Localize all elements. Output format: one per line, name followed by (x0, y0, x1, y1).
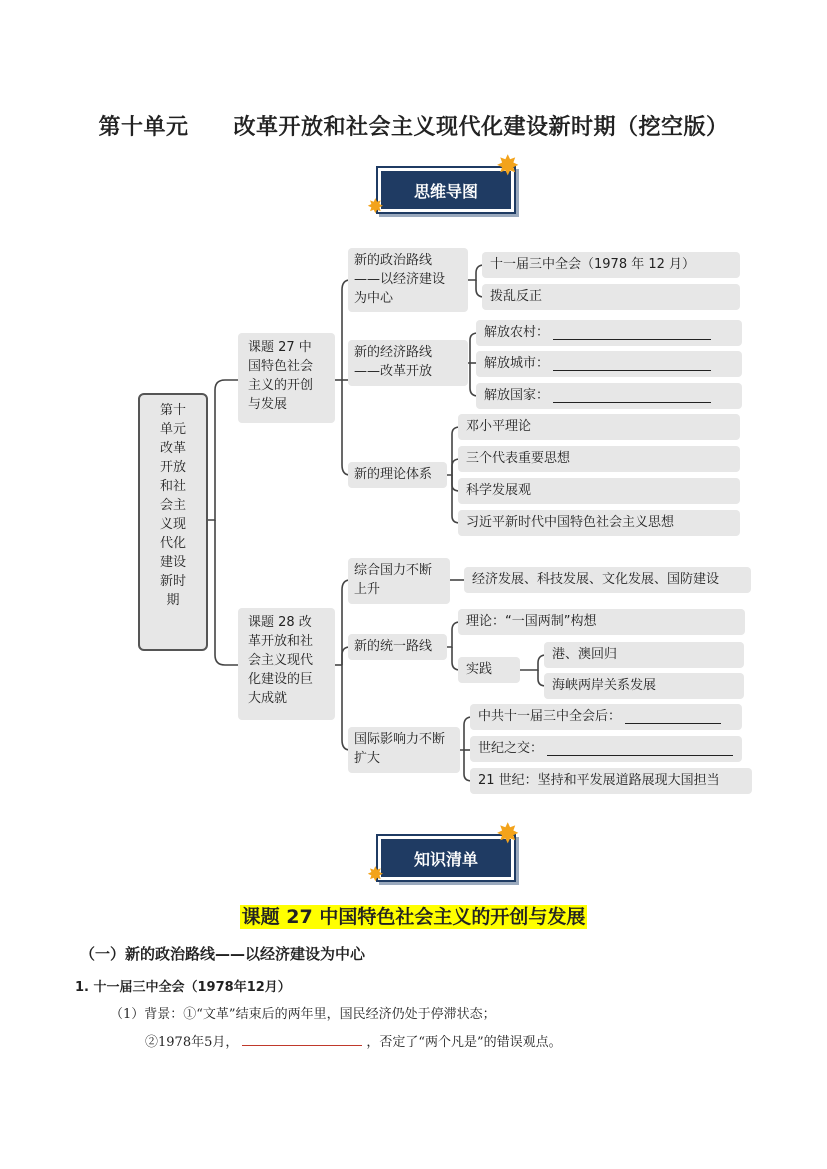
fill-blank (625, 709, 721, 724)
mindmap-root: 第十 单元 改革 开放 和社 会主 义现 代化 建设 新时 期 (138, 393, 208, 651)
mindmap-leaf-strait: 海峡两岸关系发展 (544, 673, 744, 699)
mindmap-leaf-nation: 解放国家： (476, 383, 742, 409)
star-icon: ✸ (496, 149, 520, 182)
mindmap-leaf-three: 三个代表重要思想 (458, 446, 740, 472)
knowledge-banner: 知识清单 (378, 836, 514, 880)
mindmap-leaf-city: 解放城市： (476, 351, 742, 377)
mindmap-leaf-after: 中共十一届三中全会后： (470, 704, 742, 730)
fill-blank (553, 325, 711, 340)
lesson-title: 课题 27 中国特色社会主义的开创与发展 (241, 906, 586, 928)
mindmap-intl-branch: 国际影响力不断 扩大 (348, 727, 460, 773)
section-heading: （一）新的政治路线——以经济建设为中心 (80, 945, 366, 963)
mindmap-leaf-xi: 习近平新时代中国特色社会主义思想 (458, 510, 740, 536)
mindmap-lesson-28: 课题 28 改 革开放和社 会主义现代 化建设的巨 大成就 (238, 608, 335, 720)
mindmap-leaf-practice: 实践 (458, 657, 520, 683)
fill-blank (553, 356, 711, 371)
mindmap-leaf-science: 科学发展观 (458, 478, 740, 504)
page-title: 第十单元 改革开放和社会主义现代化建设新时期（挖空版） (98, 115, 729, 140)
mindmap-economy-branch: 新的经济路线 ——改革开放 (348, 340, 468, 386)
mindmap-power-branch: 综合国力不断 上升 (348, 558, 450, 604)
mindmap-leaf-century: 世纪之交： (470, 736, 742, 762)
fill-blank (242, 1032, 362, 1046)
mindmap-leaf-concept: 理论：“一国两制”构想 (458, 609, 745, 635)
star-icon: ✸ (496, 817, 520, 850)
mindmap-leaf-21: 21 世纪：坚持和平发展道路展现大国担当 (470, 768, 752, 794)
mindmap-leaf-boluan: 拨乱反正 (482, 284, 740, 310)
mindmap-leaf-plenary: 十一届三中全会（1978 年 12 月） (482, 252, 740, 278)
mindmap-lesson-27: 课题 27 中 国特色社会 主义的开创 与发展 (238, 333, 335, 423)
mindmap-unify-branch: 新的统一路线 (348, 634, 447, 660)
mindmap-banner: 思维导图 (378, 168, 514, 212)
fill-blank (547, 741, 733, 756)
star-icon: ✸ (367, 194, 384, 218)
fill-blank (553, 388, 711, 403)
background-paragraph-2: ②1978年5月， ，否定了“两个凡是”的错误观点。 (145, 1031, 562, 1050)
mindmap-leaf-rural: 解放农村： (476, 320, 742, 346)
mindmap-politics-branch: 新的政治路线 ——以经济建设 为中心 (348, 248, 468, 312)
background-paragraph: （1）背景：①“文革”结束后的两年里，国民经济仍处于停滞状态； (110, 1007, 496, 1022)
star-icon: ✸ (367, 862, 384, 886)
mindmap-theory-branch: 新的理论体系 (348, 462, 447, 488)
mindmap-leaf-develop: 经济发展、科技发展、文化发展、国防建设 (464, 567, 751, 593)
item-heading: 1. 十一届三中全会（1978年12月） (75, 980, 291, 995)
mindmap-leaf-deng: 邓小平理论 (458, 414, 740, 440)
mindmap-leaf-hkmacao: 港、澳回归 (544, 642, 744, 668)
